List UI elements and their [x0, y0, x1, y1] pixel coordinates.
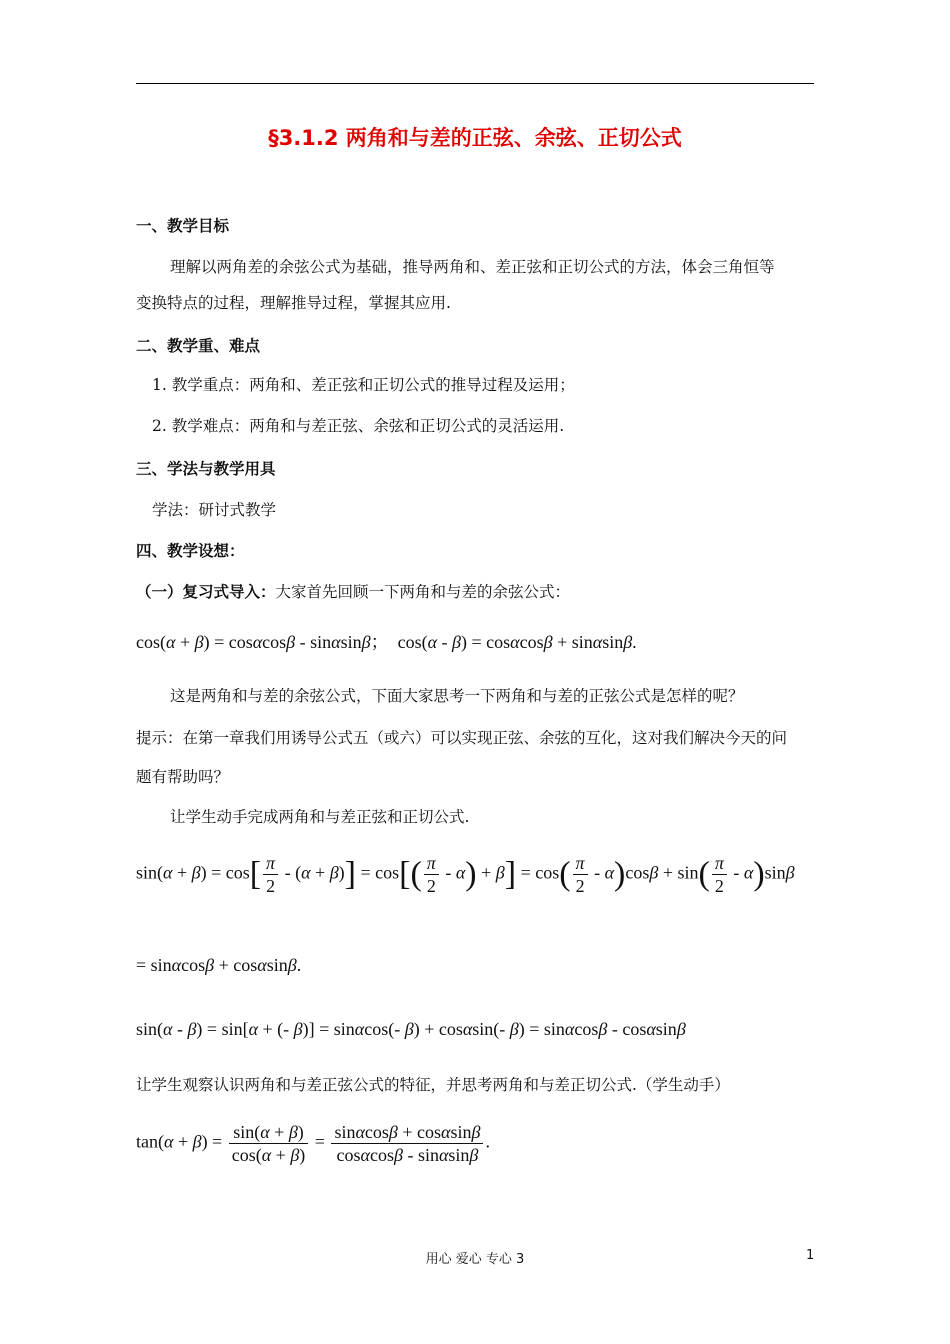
paragraph-objectives-line1: 理解以两角差的余弦公式为基础，推导两角和、差正弦和正切公式的方法，体会三角恒等: [170, 258, 775, 276]
section-heading-design: 四、教学设想：: [136, 542, 245, 560]
section-heading-methods: 三、学法与教学用具: [136, 460, 276, 478]
section-heading-key-points: 二、教学重、难点: [136, 337, 261, 355]
list-item-key-point: 1. 教学重点：两角和、差正弦和正切公式的推导过程及运用；: [152, 376, 575, 394]
subsection-label: （一）复习式导入：: [136, 583, 276, 601]
page-footer: 用心 爱心 专心 3: [425, 1252, 525, 1267]
formula-sin-difference: sin(α - β) = sin[α + (- β)] = sinαcos(- β) + cosαsin(- β) = sinαcosβ - cosαsinβ: [136, 1019, 686, 1039]
header-rule: [136, 83, 814, 84]
formula-sin-sum-derivation: sin(α + β) = cos[ $\frac{\pi}{2}$ - (α + β)] = cos[( $\frac{\pi}{2}$ - α) + β] = cos( $\frac{\pi}{2}$ - α)cosβ + sin( $\frac{\pi}{2}$ - α)sinβ: [136, 853, 795, 896]
paragraph-student-task: 让学生动手完成两角和与差正弦和正切公式.: [170, 808, 470, 826]
formula-cos-sum-diff: cos(α + β) = cosαcosβ - sinαsinβ； cos(α - β) = cosαcosβ + sinαsinβ.: [136, 632, 637, 652]
paragraph-methods: 学法：研讨式教学: [152, 501, 277, 519]
formula-sin-sum-result: = sinαcosβ + cosαsinβ.: [136, 955, 302, 975]
section-heading-objectives: 一、教学目标: [136, 217, 230, 235]
paragraph-hint-line2: 题有帮助吗？: [136, 768, 230, 786]
paragraph-sine-question: 这是两角和与差的余弦公式，下面大家思考一下两角和与差的正弦公式是怎样的呢？: [170, 687, 744, 705]
list-item-difficult-point: 2. 教学难点：两角和与差正弦、余弦和正切公式的灵活运用.: [152, 417, 565, 435]
subsection-text: 大家首先回顾一下两角和与差的余弦公式：: [275, 583, 571, 601]
formula-tan-sum: tan(α + β) = $\frac{\sin(\alpha + \beta)}{\cos(\alpha + \beta)}$ = $\frac{\sin\alpha\cos\beta + \cos\alpha\sin\beta}{\cos\alpha\cos\beta - \sin\alpha\sin\beta}$ .: [136, 1122, 490, 1165]
page-number: 1: [806, 1248, 815, 1263]
paragraph-observe: 让学生观察认识两角和与差正弦公式的特征，并思考两角和与差正切公式.（学生动手）: [136, 1076, 730, 1094]
subsection-review-intro: [136, 580, 570, 602]
paragraph-objectives-line2: 变换特点的过程，理解推导过程，掌握其应用.: [136, 294, 451, 312]
page-title: §3.1.2 两角和与差的正弦、余弦、正切公式: [268, 126, 682, 150]
paragraph-hint-line1: 提示：在第一章我们用诱导公式五（或六）可以实现正弦、余弦的互化，这对我们解决今天的问: [136, 729, 788, 747]
